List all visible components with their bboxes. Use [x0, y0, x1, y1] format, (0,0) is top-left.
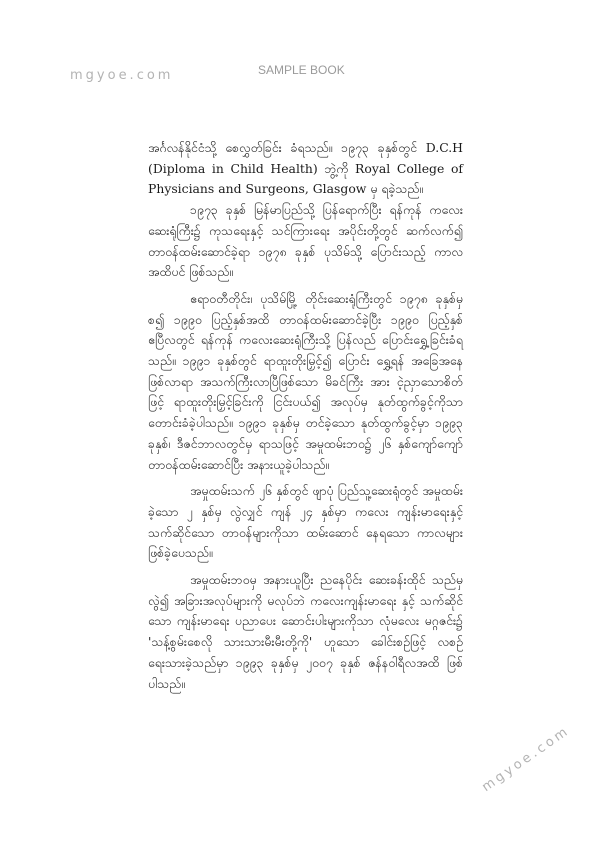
paragraph-4: အမှုထမ်းသက် ၂၆ နှစ်တွင် ဖျာပုံ ပြည်သူ့ဆေးရုံတွင် အမှုထမ်းခဲ့သော ၂ နှစ်မှ လွဲလျှင် ကျန် ၂၄ နှစ်မှာ ကလေး ကျန်းမာရေးနှင့်သက်ဆိုင်သော တာဝန်များကိုသာ ထမ်းဆောင် နေရသော ကာလများဖြစ်ခဲ့ပေသည်။ [148, 483, 463, 561]
paragraph-3: ဧရာဝတီတိုင်း၊ ပုသိမ်မြို့ တိုင်းဆေးရုံကြီးတွင် ၁၉၇၈ ခုနှစ်မှစ၍ ၁၉၉၀ ပြည့်နှစ်အထိ တာဝန်ထမ်းဆောင်ခဲ့ပြီး ၁၉၉၀ ပြည့်နှစ် ဧပြီလတွင် ရန်ကုန် ကလေးဆေးရုံကြီးသို့ ပြန်လည် ပြောင်းရွှေ့ခြင်းခံရသည်။ ၁၉၉၁ ခုနှစ်တွင် ရာထူးတိုးမြှင့်၍ ပြောင်း ရွှေ့ရန် အခြေအနေ ဖြစ်လာရာ အသက်ကြီးလာပြီဖြစ်သော မိခင်ကြီး အား ငဲ့ညှာသောစိတ်ဖြင့် ရာထူးတိုးမြှင့်ခြင်းကို ငြင်းပယ်၍ အလုပ်မှ နုတ်ထွက်ခွင့်ကိုသာ တောင်းခံခဲ့ပါသည်။ ၁၉၉၁ ခုနှစ်မှ တင်ခဲ့သော နုတ်ထွက်ခွင့်မှာ ၁၉၉၃ ခုနှစ်၊ ဒီဇင်ဘာလတွင်မှ ရာသဖြင့် အမှုထမ်းဘဝ၌ ၂၆ နှစ်ကျော်ကျော် တာဝန်ထမ်းဆောင်ပြီး အနားယူခဲ့ပါသည်။ [148, 290, 463, 472]
site-watermark-diagonal: mgyoe.com [479, 723, 573, 795]
paragraph-2: ၁၉၇၃ ခုနှစ် မြန်မာပြည်သို့ ပြန်ရောက်ပြီး ရန်ကုန် ကလေးဆေးရုံကြီး၌ ကုသရေးနှင့် သင်ကြားရေး အပိုင်းတို့တွင် ဆက်လက်၍ တာဝန်ထမ်းဆောင်ခဲ့ရာ ၁၉၇၈ ခုနှစ် ပုသိမ်သို့ ပြောင်းသည့် ကာလအထိပင် ဖြစ်သည်။ [148, 202, 463, 280]
site-watermark-top: mgyoe.com [70, 68, 174, 83]
paragraph-5: အမှုထမ်းဘဝမှ အနားယူပြီး ညနေပိုင်း ဆေးခန်းထိုင် သည်မှလွဲ၍ အခြားအလုပ်များကို မလုပ်ဘဲ ကလေးကျန်းမာရေး နှင့် သက်ဆိုင်သော ကျန်းမာရေး ပညာပေး ဆောင်းပါးများကိုသာ လုံမလေး မဂ္ဂဇင်း၌ 'သန့်စွမ်းစေလို သားသားမီးမီးတို့ကို' ဟူသော ခေါင်းစဉ်ဖြင့် လစဉ် ရေးသားခဲ့သည်မှာ ၁၉၉၃ ခုနှစ်မှ ၂၀၀၇ ခုနှစ် ဇန်နဝါရီလအထိ ဖြစ်ပါသည်။ [148, 572, 463, 691]
sample-book-watermark: SAMPLE BOOK [258, 63, 345, 77]
paragraph-1: အင်္ဂလန်နိုင်ငံသို့ စေလွှတ်ခြင်း ခံရသည်။ ၁၉၇၃ ခုနှစ်တွင် D.C.H (Diploma in Child Health) ဘွဲ့ကို Royal College of Physicians and Surgeons, Glasgow မှ ရခဲ့သည်။ [148, 140, 463, 197]
body-text [148, 138, 463, 694]
